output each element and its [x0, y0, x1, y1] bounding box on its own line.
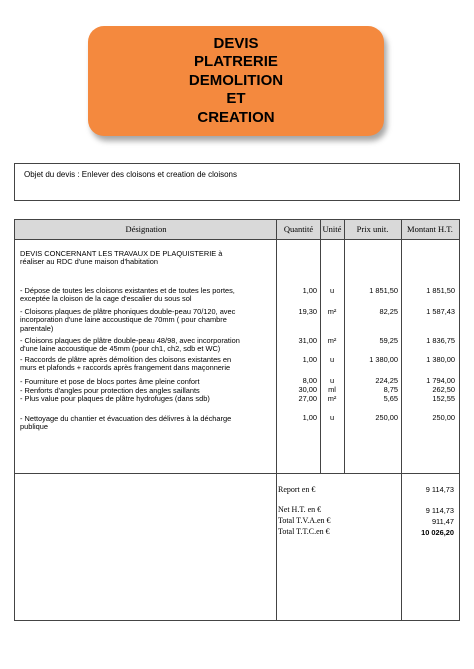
column-divider — [344, 220, 345, 473]
desc-line: d'une laine accoustique de 45mm (pour ch1, ch2, sdb et WC) — [20, 344, 221, 354]
row-quantity: 8,00 — [302, 376, 317, 385]
totals-divider — [15, 473, 459, 474]
intro-text — [20, 250, 266, 267]
net-ht-value: 9 114,73 — [425, 506, 454, 515]
title-line-1: DEVIS — [213, 34, 259, 52]
desc-line: publique — [20, 422, 48, 432]
row-amount: 152,55 — [432, 394, 455, 403]
objet-label: Objet du devis : Enlever des cloisons et creation de cloisons — [24, 170, 238, 179]
row-quantity: 31,00 — [298, 336, 317, 345]
row-unit-price: 250,00 — [375, 413, 398, 422]
row-description — [20, 415, 266, 432]
report-value: 9 114,73 — [425, 485, 454, 494]
desc-line: murs et plafonds + raccords après frangement dans maçonnerie — [20, 363, 231, 373]
header-prix: Prix unit. — [344, 220, 401, 239]
desc-line: - Dépose de toutes les cloisons existantes et de toutes les portes, — [20, 286, 235, 295]
header-quantite: Quantité — [277, 220, 320, 239]
row-unit-price: 8,75 — [383, 385, 398, 394]
row-unit-price: 82,25 — [379, 307, 398, 316]
header-montant: Montant H.T. — [401, 220, 459, 239]
title-line-2: PLATRERIE — [194, 53, 278, 71]
total-tva-value: 911,47 — [431, 517, 454, 526]
title-line-3: DEMOLITION — [188, 71, 284, 89]
row-amount: 262,50 — [432, 385, 455, 394]
row-quantity: 19,30 — [298, 307, 317, 316]
row-description — [20, 287, 266, 304]
desc-line: - Raccords de plâtre après démolition des cloisons existantes en — [20, 355, 232, 364]
desc-line: - Cloisons plaques de plâtre double-peau 48/98, avec incorporation — [20, 336, 240, 345]
row-description — [20, 308, 266, 333]
row-unit-price: 1 380,00 — [369, 355, 398, 364]
desc-line: - Cloisons plaques de plâtre phoniques double-peau 70/120, avec — [20, 307, 236, 316]
total-ttc-label: Total T.T.C.en € — [278, 527, 330, 536]
objet-box — [14, 163, 460, 201]
row-quantity: 1,00 — [302, 355, 317, 364]
row-unit: u — [329, 355, 335, 364]
row-unit: u — [329, 286, 335, 295]
row-amount: 1 587,43 — [426, 307, 455, 316]
desc-line: - Fourniture et pose de blocs portes âme pleine confort — [20, 377, 200, 386]
row-unit-price: 59,25 — [379, 336, 398, 345]
row-quantity: 30,00 — [298, 385, 317, 394]
row-unit: ml — [328, 385, 336, 394]
column-divider — [320, 220, 321, 473]
desc-line: - Plus value pour plaques de plâtre hydrofuges (dans sdb) — [20, 394, 210, 403]
row-amount: 1 794,00 — [426, 376, 455, 385]
row-amount: 1 380,00 — [426, 355, 455, 364]
report-label: Report en € — [278, 485, 316, 494]
desc-line: - Renforts d'angles pour protection des angles saillants — [20, 386, 200, 395]
header-unite: Unité — [320, 220, 344, 239]
document-title-box — [88, 26, 384, 136]
row-description — [20, 337, 266, 354]
row-amount: 250,00 — [432, 413, 455, 422]
row-unit-price: 224,25 — [375, 376, 398, 385]
row-description — [20, 395, 266, 403]
title-line-5: CREATION — [197, 108, 275, 126]
row-unit: m² — [327, 394, 337, 403]
desc-line: parentale) — [20, 323, 54, 333]
total-ttc-value: 10 026,20 — [421, 528, 454, 537]
quote-table — [14, 219, 460, 621]
desc-line: exceptée la cloison de la cage d'escalier du sous sol — [20, 294, 192, 304]
row-unit-price: 5,65 — [383, 394, 398, 403]
row-amount: 1 836,75 — [426, 336, 455, 345]
intro-line: DEVIS CONCERNANT LES TRAVAUX DE PLAQUISTERIE à — [20, 249, 223, 258]
intro-line: réaliser au RDC d'une maison d'habitation — [20, 257, 158, 267]
net-ht-label: Net H.T. en € — [278, 505, 322, 514]
row-unit: u — [329, 376, 335, 385]
desc-line: - Nettoyage du chantier et évacuation des délivres à la décharge — [20, 414, 232, 423]
row-unit-price: 1 851,50 — [369, 286, 398, 295]
row-amount: 1 851,50 — [426, 286, 455, 295]
row-description — [20, 356, 266, 373]
desc-line: incorporation d'une laine accoustique de 70mm ( pour chambre — [20, 315, 227, 325]
row-unit: u — [329, 413, 335, 422]
row-quantity: 1,00 — [302, 286, 317, 295]
title-line-4: ET — [226, 90, 246, 108]
row-quantity: 27,00 — [298, 394, 317, 403]
row-quantity: 1,00 — [302, 413, 317, 422]
total-tva-label: Total T.V.A.en € — [278, 516, 331, 525]
header-designation: Désignation — [15, 220, 277, 239]
header-divider — [15, 239, 459, 240]
row-unit: m² — [327, 336, 337, 345]
row-unit: m² — [327, 307, 337, 316]
